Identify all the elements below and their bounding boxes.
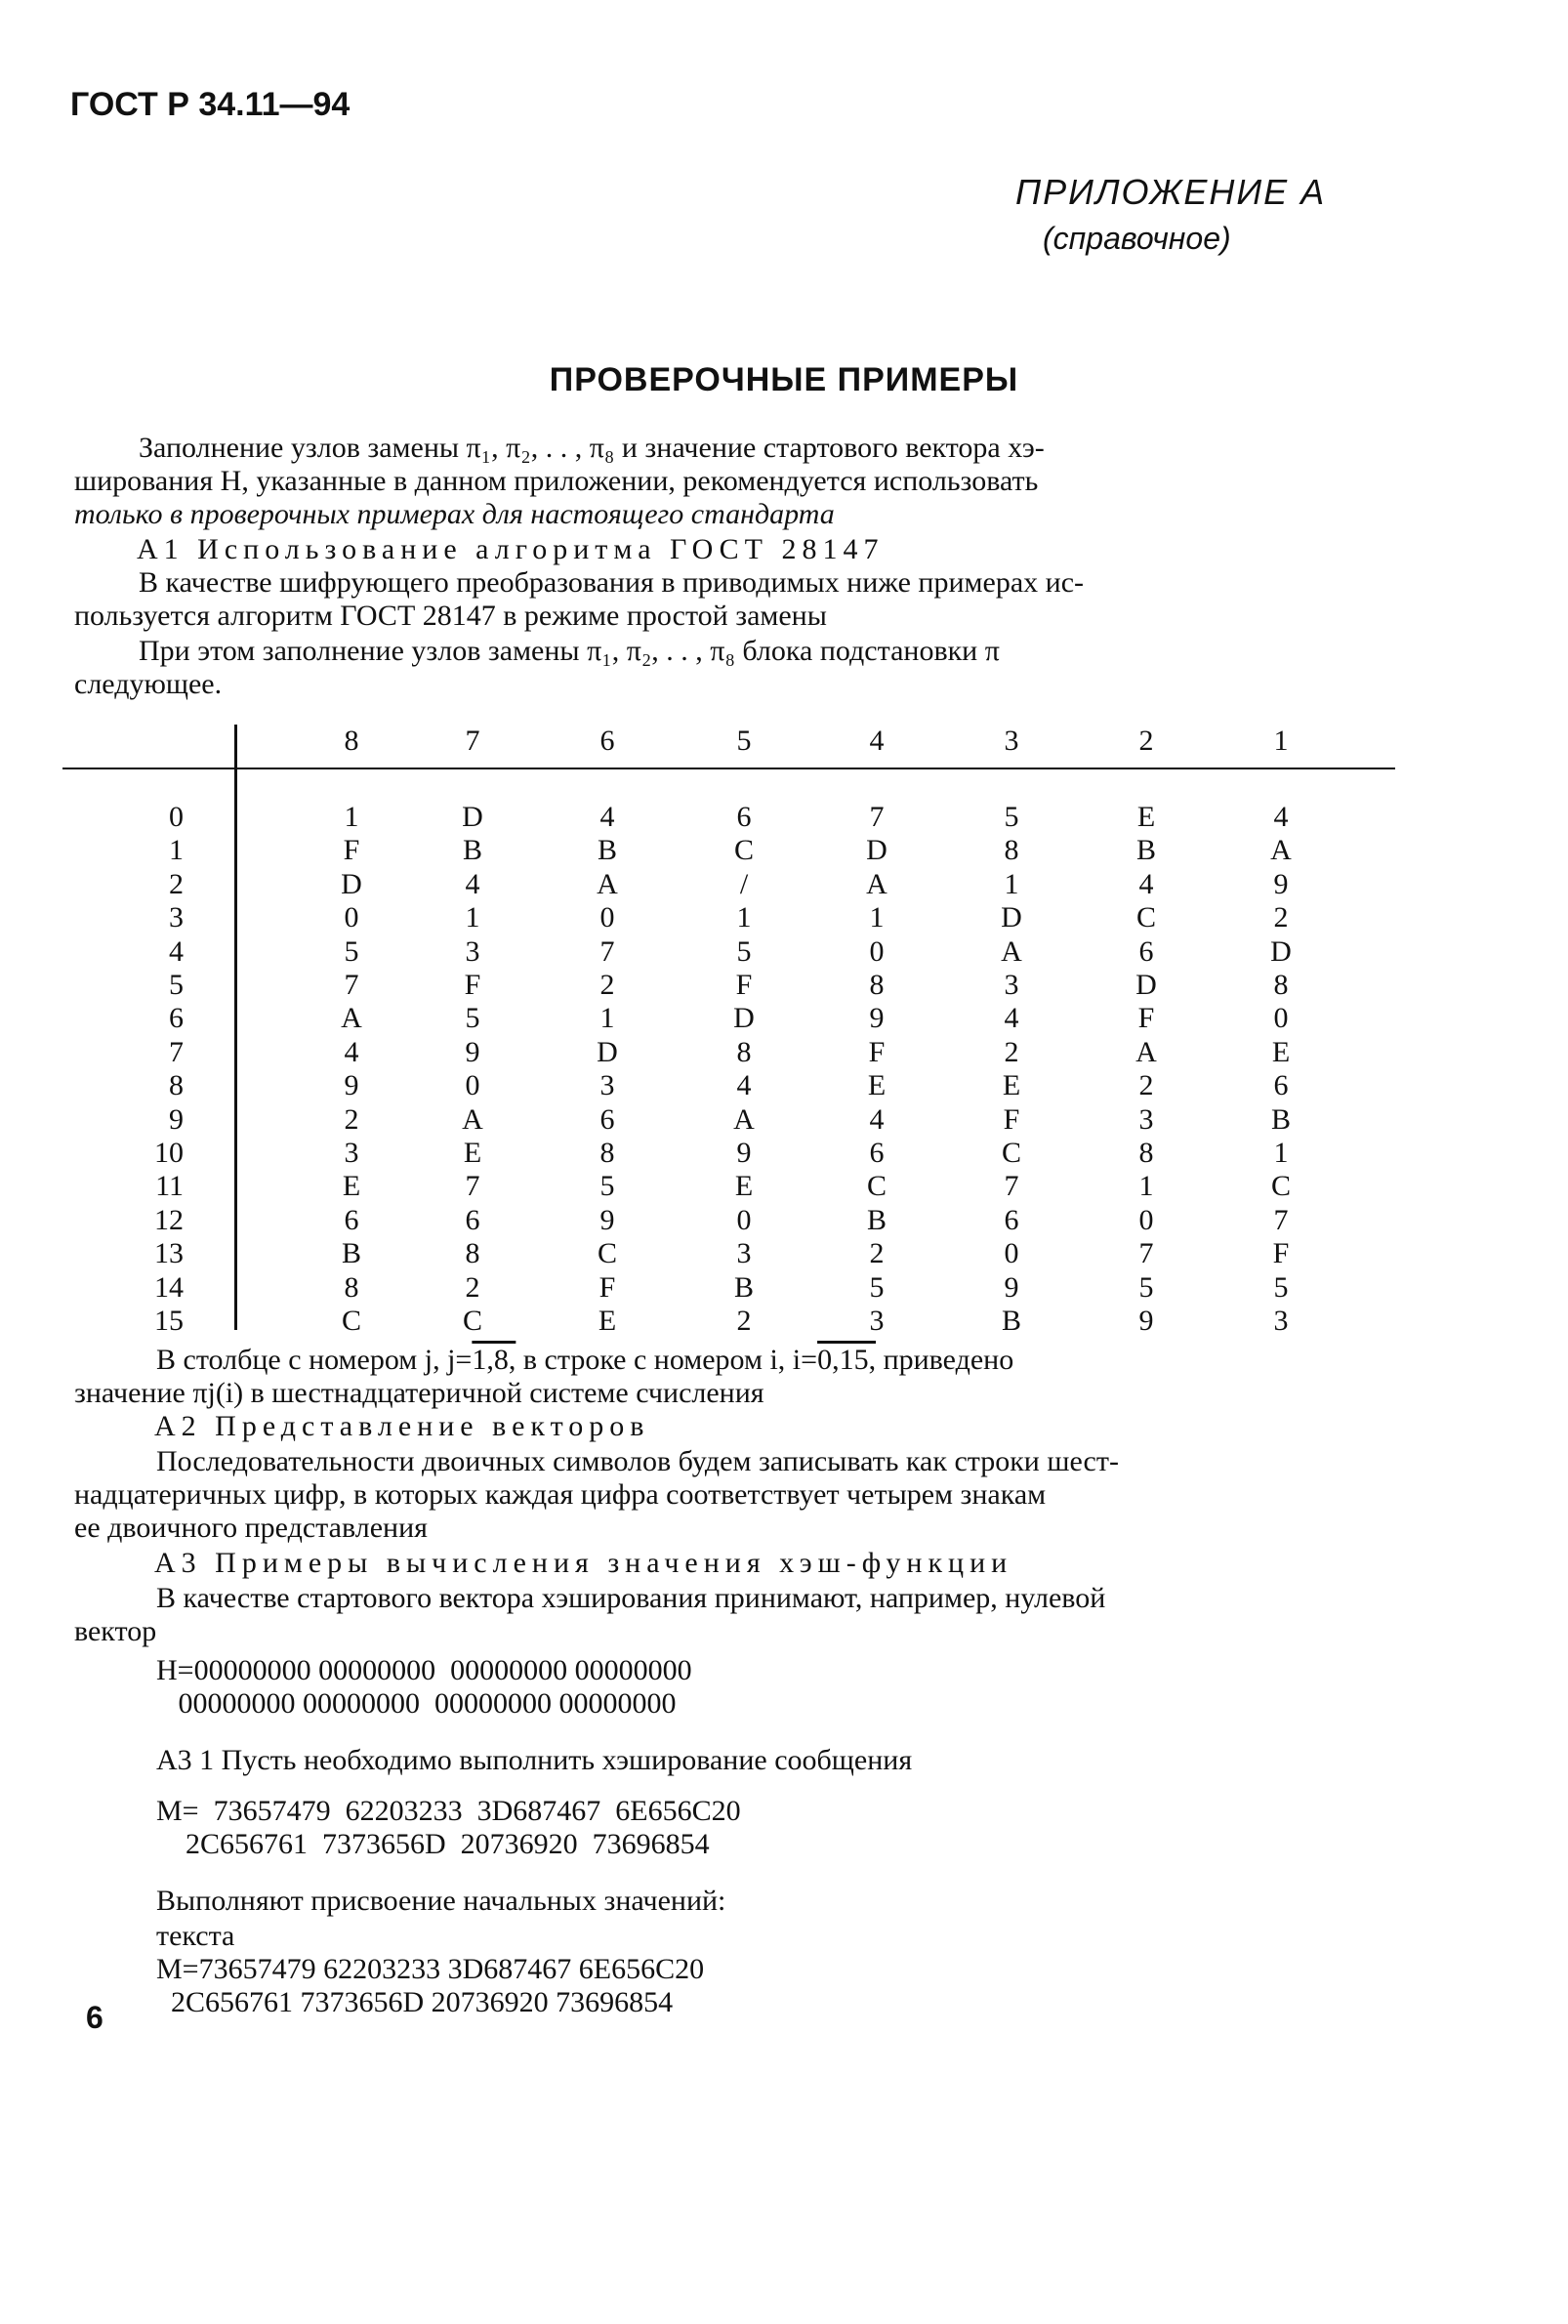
table-note-part-a: В столбце с номером j, j= (156, 1344, 473, 1376)
table-cell: 0 (1273, 1002, 1289, 1035)
table-cell: 6 (869, 1137, 885, 1169)
table-cell: F (1137, 1002, 1155, 1035)
table-cell: 5 (344, 934, 359, 968)
a1-paragraph-2-line-2: следующее. (74, 668, 223, 700)
table-cell: A (462, 1102, 483, 1136)
table-row-label: 7 (169, 1035, 184, 1068)
table-cell: 2 (344, 1102, 359, 1136)
appendix-note: (справочное) (1043, 221, 1231, 256)
table-note-range-j: 1,8, (472, 1344, 516, 1376)
table-cell: 2 (869, 1237, 885, 1270)
start-vector-line-1: H=00000000 00000000 00000000 00000000 (156, 1654, 692, 1686)
a1-paragraph-2-line-1: При этом заполнение узлов замены π₁, π₂, . . , π₈ блока подстановки π (139, 635, 1000, 667)
table-note-range-i: 0,15, (817, 1344, 877, 1376)
table-cell: D (1270, 934, 1292, 968)
table-cell: D (866, 834, 887, 867)
table-note-part-e: приведено (876, 1344, 1014, 1376)
table-cell: 6 (599, 1102, 615, 1136)
table-row-label: 11 (155, 1170, 184, 1203)
table-cell: D (462, 801, 483, 833)
table-cell: 1 (1273, 1137, 1289, 1169)
table-cell: C (1135, 901, 1156, 934)
table-cell: / (739, 867, 749, 900)
document-code: ГОСТ Р 34.11—94 (70, 86, 351, 123)
table-cell: E (1002, 1069, 1021, 1102)
table-cell: 4 (1004, 1002, 1019, 1035)
table-cell: 4 (599, 801, 615, 833)
a31-text: А3 1 Пусть необходимо выполнить хэширование сообщения (156, 1744, 913, 1776)
page-title: ПРОВЕРОЧНЫЕ ПРИМЕРЫ (549, 361, 1019, 398)
table-cell: 9 (599, 1203, 615, 1236)
table-cell: E (598, 1305, 617, 1337)
table-cell: D (733, 1002, 755, 1035)
table-cell: 2 (1138, 1069, 1154, 1102)
table-header-rule (62, 768, 1395, 769)
table-cell: B (597, 834, 617, 867)
table-cell: 8 (869, 969, 885, 1001)
table-cell: B (1001, 1305, 1021, 1337)
table-cell: D (341, 867, 362, 900)
table-cell: C (341, 1305, 361, 1337)
table-cell: 3 (736, 1237, 752, 1270)
a1-paragraph-1-line-2: пользуется алгоритм ГОСТ 28147 в режиме простой замены (74, 600, 827, 632)
a2-line-1: Последовательности двоичных символов будем записывать как строки шест- (156, 1445, 1119, 1477)
table-cell: 6 (1004, 1203, 1019, 1236)
table-cell: 6 (736, 801, 752, 833)
table-row-label: 10 (154, 1137, 184, 1169)
table-cell: 1 (599, 1002, 615, 1035)
table-row-label: 5 (169, 969, 184, 1001)
table-cell: 3 (599, 1069, 615, 1102)
table-cell: 1 (869, 901, 885, 934)
table-cell: A (733, 1102, 755, 1136)
table-column-header: 1 (1273, 725, 1289, 757)
table-cell: 7 (465, 1170, 480, 1203)
table-cell: 7 (344, 969, 359, 1001)
a1-paragraph-1-line-1: В качестве шифрующего преобразования в приводимых ниже примерах ис- (139, 566, 1084, 599)
table-cell: F (343, 834, 360, 867)
table-cell: 2 (599, 969, 615, 1001)
table-cell: E (342, 1170, 361, 1203)
table-row-label: 4 (169, 934, 184, 968)
assign-text: Выполняют присвоение начальных значений: (156, 1885, 726, 1917)
table-cell: 7 (869, 801, 885, 833)
table-cell: 2 (1273, 901, 1289, 934)
table-cell: 4 (869, 1102, 885, 1136)
table-cell: 8 (344, 1270, 359, 1304)
table-cell: 4 (344, 1035, 359, 1068)
table-cell: 9 (1273, 867, 1289, 900)
message-assign-line-1: M=73657479 62203233 3D687467 6E656C20 (156, 1953, 705, 1985)
table-row-label: 15 (154, 1305, 184, 1337)
table-cell: B (1135, 834, 1156, 867)
table-row-label: 13 (154, 1237, 184, 1270)
table-column-header: 3 (1004, 725, 1019, 757)
a2-line-2: надцатеричных цифр, в которых каждая цифра соответствует четырем знакам (74, 1478, 1047, 1511)
table-cell: 6 (465, 1203, 480, 1236)
table-row-label: 14 (154, 1270, 184, 1304)
table-cell: 5 (869, 1270, 885, 1304)
table-cell: A (1001, 934, 1022, 968)
table-cell: 0 (869, 934, 885, 968)
a3-line-1: В качестве стартового вектора хэширования принимают, например, нулевой (156, 1582, 1106, 1614)
table-cell: 6 (344, 1203, 359, 1236)
table-cell: 4 (1138, 867, 1154, 900)
message-assign-line-2: 2C656761 7373656D 20736920 73696854 (156, 1986, 674, 2018)
table-cell: E (463, 1137, 482, 1169)
table-cell: 8 (1138, 1137, 1154, 1169)
table-cell: 3 (1004, 969, 1019, 1001)
table-row-label: 1 (169, 834, 184, 867)
table-cell: F (735, 969, 753, 1001)
table-column-header: 5 (736, 725, 752, 757)
section-a2-heading: А2 Представление векторов (154, 1410, 650, 1442)
table-cell: 3 (465, 934, 480, 968)
table-cell: 0 (599, 901, 615, 934)
table-cell: E (1136, 801, 1156, 833)
table-cell: 7 (1138, 1237, 1154, 1270)
table-cell: 3 (1273, 1305, 1289, 1337)
table-row-label: 0 (169, 801, 184, 833)
table-cell: C (866, 1170, 887, 1203)
intro-line-3: только в проверочных примерах для настоящего стандарта (74, 498, 835, 530)
table-cell: C (597, 1237, 617, 1270)
table-cell: B (462, 834, 482, 867)
table-cell: 0 (465, 1069, 480, 1102)
start-vector-line-2: 00000000 00000000 00000000 00000000 (156, 1687, 677, 1720)
table-cell: A (866, 867, 887, 900)
table-cell: 9 (344, 1069, 359, 1102)
table-cell: 9 (1004, 1270, 1019, 1304)
table-cell: 9 (1138, 1305, 1154, 1337)
table-cell: C (462, 1305, 482, 1337)
table-cell: 2 (465, 1270, 480, 1304)
table-note-part-c: в строке с номером i, i= (516, 1344, 818, 1376)
message-line-2: 2C656761 7373656D 20736920 73696854 (156, 1828, 710, 1860)
table-cell: 6 (1138, 934, 1154, 968)
table-cell: 7 (599, 934, 615, 968)
table-cell: 4 (736, 1069, 752, 1102)
table-column-header: 4 (869, 725, 885, 757)
table-cell: 0 (736, 1203, 752, 1236)
table-cell: E (1271, 1035, 1291, 1068)
table-cell: D (1135, 969, 1157, 1001)
table-cell: 5 (736, 934, 752, 968)
table-cell: 0 (1004, 1237, 1019, 1270)
table-cell: B (733, 1270, 754, 1304)
table-cell: A (341, 1002, 362, 1035)
table-cell: D (1001, 901, 1022, 934)
section-a1-heading: А1 Использование алгоритма ГОСТ 28147 (137, 533, 885, 565)
table-cell: 3 (344, 1137, 359, 1169)
table-row-label: 8 (169, 1069, 184, 1102)
intro-line-1: Заполнение узлов замены π₁, π₂, . . , π₈ и значение стартового вектора хэ- (139, 432, 1045, 464)
table-cell: 1 (736, 901, 752, 934)
table-cell: F (598, 1270, 616, 1304)
table-cell: A (1135, 1035, 1157, 1068)
table-cell: F (1272, 1237, 1290, 1270)
table-cell: F (868, 1035, 886, 1068)
table-note-line-1 (156, 1344, 1013, 1377)
table-cell: C (1270, 1170, 1291, 1203)
table-cell: F (1003, 1102, 1020, 1136)
table-row-label-divider (234, 725, 237, 1330)
table-cell: 1 (1004, 867, 1019, 900)
table-cell: C (733, 834, 754, 867)
table-cell: A (1270, 834, 1292, 867)
table-cell: 9 (869, 1002, 885, 1035)
table-row-label: 3 (169, 901, 184, 934)
table-cell: 7 (1273, 1203, 1289, 1236)
appendix-label: ПРИЛОЖЕНИЕ А (1015, 172, 1327, 212)
table-column-header: 8 (344, 725, 359, 757)
table-cell: 8 (599, 1137, 615, 1169)
table-cell: 2 (736, 1305, 752, 1337)
table-cell: 8 (465, 1237, 480, 1270)
table-cell: 1 (465, 901, 480, 934)
table-column-header: 7 (465, 725, 480, 757)
table-cell: E (867, 1069, 887, 1102)
table-cell: D (597, 1035, 618, 1068)
table-cell: 3 (869, 1305, 885, 1337)
table-column-header: 2 (1138, 725, 1154, 757)
table-row-label: 2 (169, 867, 184, 900)
table-row-label: 9 (169, 1102, 184, 1136)
table-cell: 8 (736, 1035, 752, 1068)
table-cell: 1 (344, 801, 359, 833)
table-cell: 5 (1138, 1270, 1154, 1304)
table-cell: 2 (1004, 1035, 1019, 1068)
table-cell: C (1001, 1137, 1021, 1169)
table-cell: 4 (465, 867, 480, 900)
message-line-1: M= 73657479 62203233 3D687467 6E656C20 (156, 1795, 741, 1827)
table-row-label: 6 (169, 1002, 184, 1035)
table-cell: E (734, 1170, 754, 1203)
a3-line-2: вектор (74, 1615, 157, 1647)
table-cell: 5 (1004, 801, 1019, 833)
a2-line-3: ее двоичного представления (74, 1512, 428, 1544)
table-column-header: 6 (599, 725, 615, 757)
table-cell: 8 (1004, 834, 1019, 867)
intro-line-2: ширования H, указанные в данном приложении, рекомендуется использовать (74, 465, 1039, 497)
table-cell: A (597, 867, 618, 900)
table-cell: 3 (1138, 1102, 1154, 1136)
table-note-line-2: значение πj(i) в шестнадцатеричной системе счисления (74, 1377, 764, 1409)
text-label: текста (156, 1920, 235, 1952)
table-row-label: 12 (154, 1203, 184, 1236)
table-cell: 5 (599, 1170, 615, 1203)
table-cell: 5 (1273, 1270, 1289, 1304)
table-cell: 1 (1138, 1170, 1154, 1203)
table-cell: B (341, 1237, 361, 1270)
table-cell: 9 (465, 1035, 480, 1068)
table-cell: 8 (1273, 969, 1289, 1001)
table-cell: F (464, 969, 481, 1001)
table-cell: 0 (344, 901, 359, 934)
table-cell: 4 (1273, 801, 1289, 833)
table-cell: B (866, 1203, 887, 1236)
page-number: 6 (86, 2000, 103, 2035)
table-cell: 0 (1138, 1203, 1154, 1236)
table-cell: 9 (736, 1137, 752, 1169)
table-cell: B (1270, 1102, 1291, 1136)
section-a3-heading: А3 Примеры вычисления значения хэш-функции (154, 1547, 1013, 1579)
table-cell: 5 (465, 1002, 480, 1035)
table-cell: 6 (1273, 1069, 1289, 1102)
table-cell: 7 (1004, 1170, 1019, 1203)
